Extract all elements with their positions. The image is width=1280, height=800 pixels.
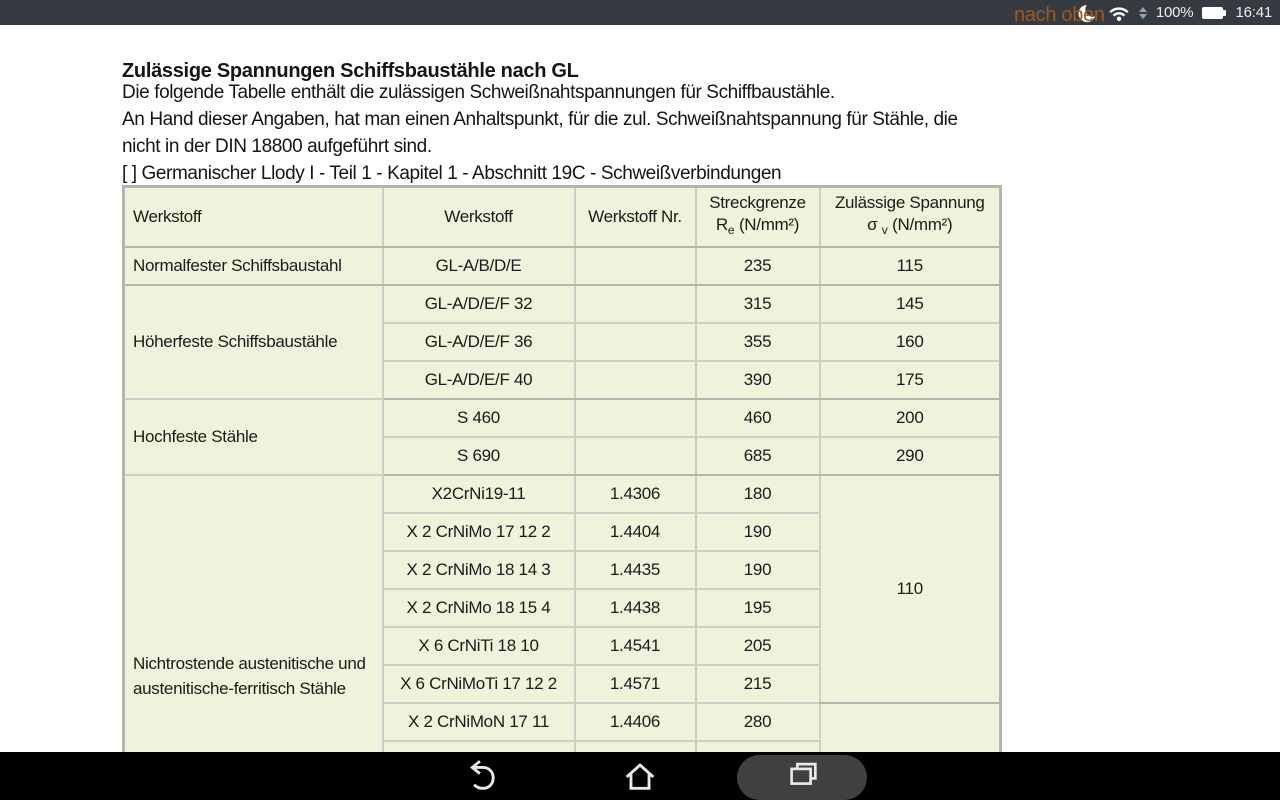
back-button[interactable] — [459, 757, 497, 795]
re-cell: 315 — [696, 285, 820, 323]
sigma-cell: 160 — [820, 323, 1001, 361]
grade-cell: X 2 CrNiMo 18 15 4 — [383, 589, 575, 627]
nr-cell: 1.4435 — [575, 551, 696, 589]
re-cell: 390 — [696, 361, 820, 399]
grade-cell: X2CrNi19-11 — [383, 475, 575, 513]
grade-cell: S 460 — [383, 399, 575, 437]
table-row — [124, 247, 1001, 285]
back-icon — [459, 757, 497, 795]
re-cell: 195 — [696, 589, 820, 627]
source-reference-line: [ ] Germanischer Llody I - Teil 1 - Kapitel 1 - Abschnitt 19C - Schweißverbindungen — [122, 163, 782, 184]
re-cell: 180 — [696, 475, 820, 513]
page-title: Zulässige Spannungen Schiffsbaustähle nach GL — [122, 60, 579, 83]
steel-stress-table — [122, 185, 1002, 780]
battery-icon — [1202, 7, 1223, 19]
sigma-span-cell: 110 — [820, 475, 1001, 703]
grade-cell: X 2 CrNiMo 17 12 2 — [383, 513, 575, 551]
re-cell: 205 — [696, 627, 820, 665]
nr-cell — [575, 361, 696, 399]
home-button[interactable] — [621, 757, 659, 795]
group-nichtrostend: Nichtrostende austenitische und austenitische-ferritisch Stähle — [124, 475, 383, 779]
re-cell: 215 — [696, 665, 820, 703]
nr-cell — [575, 437, 696, 475]
grade-cell: GL-A/D/E/F 32 — [383, 285, 575, 323]
re-cell: 190 — [696, 513, 820, 551]
intro-line-2: An Hand dieser Angaben, hat man einen Anhaltspunkt, für die zul. Schweißnahtspannung für Stähle, die — [122, 109, 958, 130]
table-row — [124, 475, 1001, 513]
intro-line-3: nicht in der DIN 18800 aufgeführt sind. — [122, 136, 432, 157]
home-icon — [621, 757, 659, 795]
re-cell: 355 — [696, 323, 820, 361]
header-werkstoff-group: Werkstoff — [124, 187, 383, 247]
intro-line-1: Die folgende Tabelle enthält die zulässigen Schweißnahtspannungen für Schiffbaustähle. — [122, 82, 835, 103]
sigma-cell: 115 — [820, 247, 1001, 285]
grade-cell: X 6 CrNiTi 18 10 — [383, 627, 575, 665]
battery-percent: 100% — [1155, 4, 1194, 21]
recents-button[interactable] — [784, 757, 822, 795]
re-cell: 280 — [696, 703, 820, 741]
nr-cell: 1.4571 — [575, 665, 696, 703]
sigma-cell: 175 — [820, 361, 1001, 399]
grade-cell: S 690 — [383, 437, 575, 475]
scroll-to-top-link[interactable]: nach oben — [1014, 4, 1105, 26]
intro-paragraph — [122, 79, 958, 187]
table-row — [124, 399, 1001, 437]
nr-cell — [575, 323, 696, 361]
table-header-row — [124, 187, 1001, 247]
sigma-cell: 145 — [820, 285, 1001, 323]
nr-cell: 1.4306 — [575, 475, 696, 513]
header-werkstoff: Werkstoff — [383, 187, 575, 247]
nr-cell — [575, 285, 696, 323]
nr-cell: 1.4406 — [575, 703, 696, 741]
group-normalfest: Normalfester Schiffsbaustahl — [124, 247, 383, 285]
nr-cell: 1.4438 — [575, 589, 696, 627]
grade-cell: GL-A/B/D/E — [383, 247, 575, 285]
group-hochfest: Hochfeste Stähle — [124, 399, 383, 475]
status-clock: 16:41 — [1235, 4, 1272, 21]
data-activity-arrows-icon — [1139, 7, 1147, 19]
scroll-to-top-link-clip — [1014, 4, 1124, 26]
re-cell: 685 — [696, 437, 820, 475]
steel-stress-table-wrap — [122, 185, 1002, 780]
sigma-cell: 200 — [820, 399, 1001, 437]
grade-cell: GL-A/D/E/F 40 — [383, 361, 575, 399]
recents-icon — [784, 757, 822, 795]
grade-cell: X 2 CrNiMo 18 14 3 — [383, 551, 575, 589]
nr-cell: 1.4541 — [575, 627, 696, 665]
group-hoeherfest: Höherfeste Schiffsbaustähle — [124, 285, 383, 399]
header-streckgrenze: Streckgrenze $R_e$ (N/mm²) — [696, 187, 820, 247]
grade-cell: GL-A/D/E/F 36 — [383, 323, 575, 361]
header-zul-spannung: Zulässige Spannung σ $_v$ (N/mm²) — [820, 187, 1001, 247]
re-cell: 235 — [696, 247, 820, 285]
re-cell: 460 — [696, 399, 820, 437]
grade-cell: X 6 CrNiMoTi 17 12 2 — [383, 665, 575, 703]
re-cell: 190 — [696, 551, 820, 589]
navigation-bar — [0, 752, 1280, 800]
sigma-cell: 290 — [820, 437, 1001, 475]
table-row — [124, 285, 1001, 323]
header-werkstoff-nr: Werkstoff Nr. — [575, 187, 696, 247]
nr-cell — [575, 247, 696, 285]
nr-cell — [575, 399, 696, 437]
page-content — [0, 25, 1280, 752]
grade-cell: X 2 CrNiMoN 17 11 — [383, 703, 575, 741]
nr-cell: 1.4404 — [575, 513, 696, 551]
